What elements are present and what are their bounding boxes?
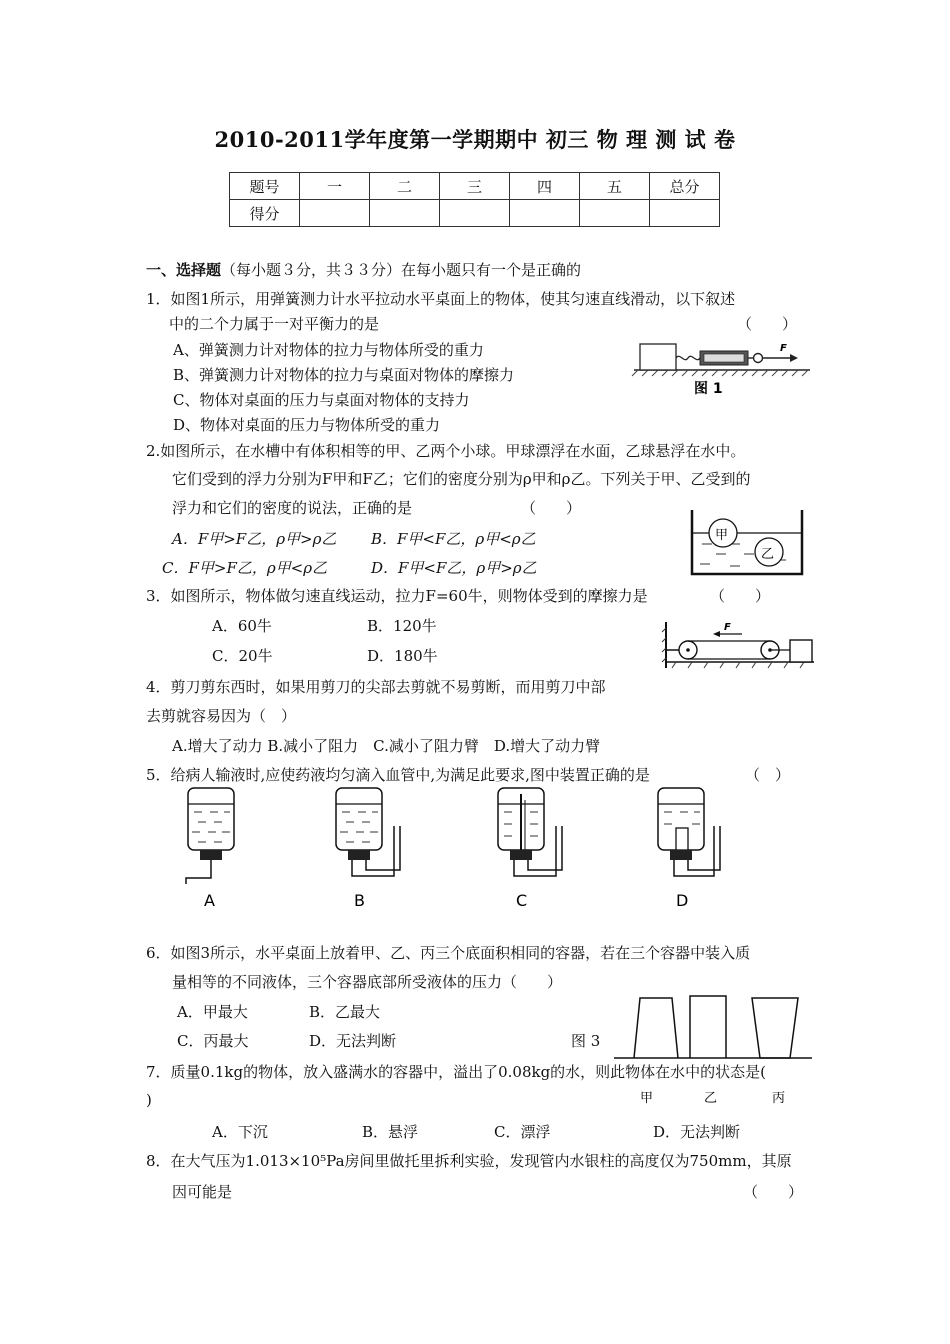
q3-answer-paren: （ ） — [710, 587, 771, 605]
q7-option-c: C．漂浮 — [494, 1123, 551, 1141]
q2-option-a: A．F甲>F乙，ρ甲>ρ乙 — [172, 530, 337, 548]
q2-ball-jia-label: 甲 — [715, 528, 729, 543]
q1-option-a: A、弹簧测力计对物体的拉力与物体所受的重力 — [173, 341, 484, 359]
score-cell[interactable] — [300, 200, 370, 227]
q6-label-jia: 甲 — [640, 1091, 654, 1106]
section-heading — [146, 259, 581, 280]
q3-option-a: A．60牛 — [212, 617, 272, 635]
q6-option-b: B．乙最大 — [309, 1003, 381, 1021]
q6-figure-label: 图 3 — [571, 1032, 601, 1050]
q3-option-c: C．20牛 — [212, 647, 273, 665]
q1-answer-paren: （ ） — [737, 315, 798, 333]
q3-arrow-head — [713, 631, 720, 637]
q3-option-b: B．120牛 — [367, 617, 437, 635]
score-cell[interactable] — [650, 200, 720, 227]
section-note: （每小题３分，共３３分）在每小题只有一个是正确的 — [221, 261, 582, 279]
q7-stem-line1: 7．质量0.1kg的物体，放入盛满水的容器中，溢出了0.08kg的水，则此物体在水中的状态是( — [146, 1063, 767, 1081]
q1-option-c: C、物体对桌面的压力与桌面对物体的支持力 — [173, 391, 470, 409]
q1-figure-label: 图 1 — [694, 381, 723, 397]
q6-option-c: C．丙最大 — [177, 1032, 249, 1050]
q5-answer-paren: （ ） — [745, 766, 791, 784]
q1-block — [640, 344, 676, 370]
q5-label-d: D — [676, 891, 689, 910]
q1-arrow-head — [790, 354, 798, 362]
score-table-header-row — [230, 173, 720, 200]
score-cell[interactable] — [510, 200, 580, 227]
q5-bottle-b — [336, 788, 400, 876]
q2-option-b: B．F甲<F乙，ρ甲<ρ乙 — [371, 530, 536, 548]
score-header-cell: 题号 — [230, 173, 300, 200]
q6-container-bing — [752, 998, 798, 1058]
q3-block — [790, 640, 812, 662]
q1-option-b: B、弹簧测力计对物体的拉力与桌面对物体的摩擦力 — [173, 366, 515, 384]
q6-container-yi — [690, 996, 726, 1058]
q4-options: A.增大了动力 B.减小了阻力 C.减小了阻力臂 D.增大了动力臂 — [172, 737, 601, 755]
q6-stem-line1: 6．如图3所示，水平桌面上放着甲、乙、丙三个底面积相同的容器，若在三个容器中装入质 — [146, 944, 751, 962]
score-table-score-row — [230, 200, 720, 227]
q1-table-hatch — [632, 370, 808, 376]
q2-option-d: D．F甲<F乙，ρ甲>ρ乙 — [371, 559, 537, 577]
q2-answer-paren: （ ） — [521, 499, 582, 517]
q3-force-label: F — [724, 622, 731, 633]
q6-label-yi: 乙 — [704, 1091, 718, 1106]
q3-stem-line1: 3．如图所示，物体做匀速直线运动，拉力F=60牛，则物体受到的摩擦力是 — [146, 587, 648, 605]
q2-stem-line1: 2.如图所示，在水槽中有体积相等的甲、乙两个小球。甲球漂浮在水面，乙球悬浮在水中。 — [146, 442, 746, 460]
q3-option-d: D．180牛 — [367, 647, 438, 665]
score-cell[interactable] — [440, 200, 510, 227]
q6-option-d: D．无法判断 — [309, 1032, 397, 1050]
q8-answer-paren: （ ） — [743, 1183, 804, 1201]
q7-option-b: B．悬浮 — [362, 1123, 419, 1141]
score-header-cell: 五 — [580, 173, 650, 200]
q2-figure-water-tank — [690, 508, 806, 578]
q5-label-c: C — [516, 891, 528, 910]
q4-stem-line2: 去剪就容易因为（ ） — [146, 707, 297, 725]
q7-option-d: D．无法判断 — [653, 1123, 741, 1141]
score-cell[interactable] — [370, 200, 440, 227]
score-table — [229, 172, 720, 227]
score-row-label: 得分 — [230, 200, 300, 227]
q6-label-bing: 丙 — [772, 1091, 786, 1106]
q5-label-b: B — [354, 891, 365, 910]
q1-figure-spring-scale — [632, 338, 812, 398]
score-header-cell: 一 — [300, 173, 370, 200]
q1-force-label: F — [780, 343, 787, 354]
q5-figure-iv-bottles — [180, 786, 740, 912]
q3-pulley-left-axle — [686, 648, 690, 652]
q2-ball-yi-label: 乙 — [761, 547, 775, 562]
score-header-cell: 总分 — [650, 173, 720, 200]
q5-bottle-d — [658, 788, 720, 876]
q2-option-c: C．F甲>F乙，ρ甲<ρ乙 — [162, 559, 328, 577]
q5-stem-line1: 5．给病人输液时,应使药液均匀滴入血管中,为满足此要求,图中装置正确的是 — [146, 766, 650, 784]
q8-stem-line2: 因可能是 — [172, 1183, 233, 1201]
q6-option-a: A．甲最大 — [177, 1003, 248, 1021]
q1-option-d: D、物体对桌面的压力与物体所受的重力 — [173, 416, 441, 434]
q2-stem-line3: 浮力和它们的密度的说法，正确的是 — [172, 499, 413, 517]
q6-figure-containers — [614, 994, 814, 1106]
score-header-cell: 二 — [370, 173, 440, 200]
q3-figure-pulley — [662, 622, 816, 670]
q2-stem-line2: 它们受到的浮力分别为F甲和F乙；它们的密度分别为ρ甲和ρ乙。下列关于甲、乙受到的 — [172, 470, 751, 488]
q1-spring — [676, 356, 700, 359]
q3-ground-hatch — [672, 662, 804, 668]
q1-ring — [754, 354, 763, 363]
q5-bottle-a — [186, 788, 234, 884]
score-header-cell: 三 — [440, 173, 510, 200]
q8-stem-line1: 8．在大气压为1.013×10⁵Pa房间里做托里拆利实验，发现管内水银柱的高度仅为750mm，其原 — [146, 1152, 792, 1170]
q4-stem-line1: 4．剪刀剪东西时，如果用剪刀的尖部去剪就不易剪断，而用剪刀中部 — [146, 678, 606, 696]
q7-stem-line2: ) — [146, 1091, 152, 1109]
section-title: 一、选择题 — [146, 261, 222, 279]
q7-option-a: A．下沉 — [212, 1123, 268, 1141]
q1-stem-line1: 1．如图1所示，用弹簧测力计水平拉动水平桌面上的物体，使其匀速直线滑动，以下叙述 — [146, 290, 736, 308]
q5-label-a: A — [204, 891, 215, 910]
q1-scale-window — [704, 354, 744, 362]
score-header-cell: 四 — [510, 173, 580, 200]
q1-stem-line2: 中的二个力属于一对平衡力的是 — [169, 315, 380, 333]
q6-stem-line2: 量相等的不同液体，三个容器底部所受液体的压力（ ） — [172, 973, 563, 991]
score-cell[interactable] — [580, 200, 650, 227]
q5-bottle-c — [498, 788, 562, 876]
q6-container-jia — [634, 998, 678, 1058]
page-title: 2010-2011学年度第一学期期中 初三 物 理 测 试 卷 — [214, 127, 736, 152]
